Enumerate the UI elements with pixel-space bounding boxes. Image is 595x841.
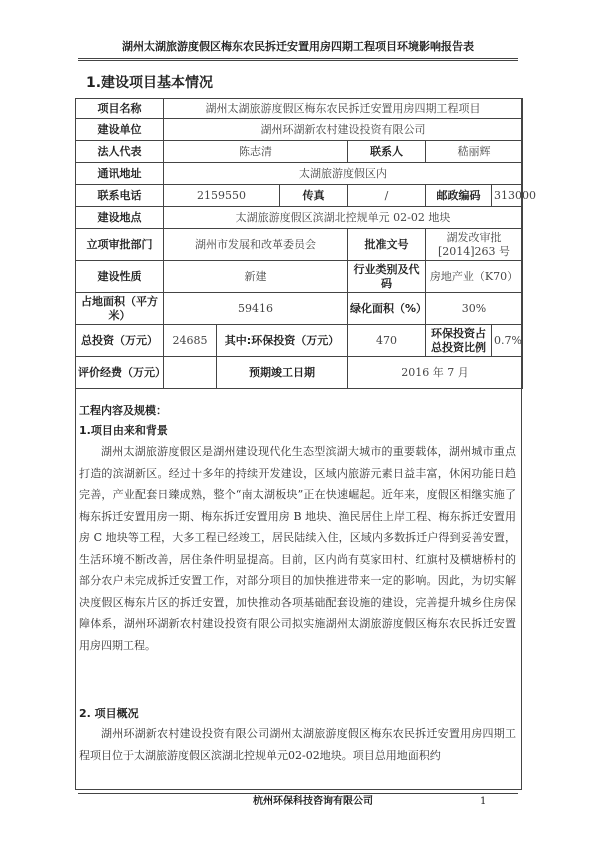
value-green: 30% [426,293,523,325]
table-row [76,99,523,119]
page-header [78,38,518,59]
value-nature: 新建 [164,261,348,293]
value-industry: 房地产业（K70） [426,261,523,293]
table-row [76,261,523,293]
table-row [76,141,523,163]
table-row [76,229,523,261]
table-row [76,325,523,357]
label-env-ratio: 环保投资占总投资比例 [426,325,492,357]
value-postcode: 313000 [492,185,523,207]
section-title: 1.建设项目基本情况 [86,75,214,91]
footer-company: 杭州环保科技咨询有限公司 [253,796,373,807]
value-eval-fee [164,357,217,389]
table-row [76,357,523,389]
value-fax: / [348,185,426,207]
value-env-ratio: 0.7% [492,325,523,357]
subheading-overview: 2. 项目概况 [79,707,139,720]
value-area: 59416 [164,293,348,325]
value-approval-no: 湖发改审批[2014]263 号 [426,229,523,261]
label-postcode: 邮政编码 [426,185,492,207]
label-builder: 建设单位 [76,119,164,141]
label-approval-no: 批准文号 [348,229,426,261]
value-legal-rep: 陈志清 [164,141,348,163]
label-invest: 总投资（万元） [76,325,164,357]
label-green: 绿化面积（%） [348,293,426,325]
paragraph-overview: 湖州环湖新农村建设投资有限公司湖州太湖旅游度假区梅东农民拆迁安置用房四期工程项目位于太湖旅游度假区滨湖北控规单元02-02地块。项目总用地面积约 [79,727,516,762]
report-title: 湖州太湖旅游度假区梅东农民拆迁安置用房四期工程项目环境影响报告表 [122,40,474,53]
page-footer [78,793,518,810]
value-address: 太湖旅游度假区内 [164,163,523,185]
label-fax: 传真 [280,185,348,207]
label-approval-dept: 立项审批部门 [76,229,164,261]
label-contact: 联系人 [348,141,426,163]
label-legal-rep: 法人代表 [76,141,164,163]
value-invest: 24685 [164,325,217,357]
table-row [76,293,523,325]
table-row [76,207,523,229]
value-completion: 2016 年 7 月 [348,357,523,389]
label-address: 通讯地址 [76,163,164,185]
label-location: 建设地点 [76,207,164,229]
label-env-invest: 其中:环保投资（万元） [217,325,348,357]
label-area: 占地面积（平方米） [76,293,164,325]
value-location: 太湖旅游度假区滨湖北控规单元 02-02 地块 [164,207,523,229]
label-industry: 行业类别及代码 [348,261,426,293]
label-project-name: 项目名称 [76,99,164,119]
label-phone: 联系电话 [76,185,164,207]
value-builder: 湖州环湖新农村建设投资有限公司 [164,119,523,141]
paragraph-background: 湖州太湖旅游度假区是湖州建设现代化生态型滨湖大城市的重要载体，湖州城市重点打造的滨湖新区。经过十多年的持续开发建设，区域内旅游元素日益丰富，休闲功能日趋完善，产业配套日臻成熟，整个“南太湖板块”正在快速崛起。近年来，度假区相继实施了梅东拆迁安置用房一期、梅东拆迁安置用房 B 地块、渔民居住上岸工程、梅东拆迁安置用房 C 地块等工程，大多工程已经竣工，居民陆续入住，区域内多数拆迁户得到妥善安置，生活环境不断改善，居住条件明显提高。目前，区内尚有莫家田村、红旗村及横塘桥村的部分农户未完成拆迁安置工作，对部分项目的加快推进带来一定的影响。因此，为切实解决度假区梅东片区的拆迁安置，加快推动各项基础配套设施的建设，完善提升城乡住房保障体系，湖州环湖新农村建设投资有限公司拟实施湖州太湖旅游度假区梅东农民拆迁安置用房四期工程。 [79,445,516,652]
table-row [76,163,523,185]
project-info-table [75,98,536,389]
value-env-invest: 470 [348,325,426,357]
value-approval-dept: 湖州市发展和改革委员会 [164,229,348,261]
label-eval-fee: 评价经费（万元） [76,357,164,389]
value-project-name: 湖州太湖旅游度假区梅东农民拆迁安置用房四期工程项目 [164,99,523,119]
table-row [76,185,523,207]
scope-heading: 工程内容及规模： [79,404,167,417]
page-number: 1 [480,796,487,807]
value-phone: 2159550 [164,185,280,207]
value-contact: 嵇丽辉 [426,141,523,163]
table-row [76,119,523,141]
label-completion: 预期竣工日期 [217,357,348,389]
label-nature: 建设性质 [76,261,164,293]
subheading-background: 1.项目由来和背景 [79,424,168,437]
